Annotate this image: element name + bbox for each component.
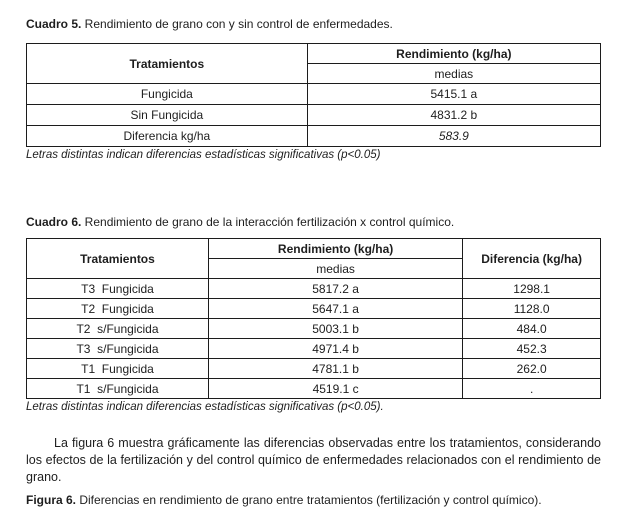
cuadro6-cell-diferencia: 484.0 — [463, 319, 601, 339]
cuadro6-label: Cuadro 6. — [26, 215, 82, 229]
cuadro6-cell-tratamiento: T3 s/Fungicida — [27, 339, 209, 359]
cuadro5-title-text: Rendimiento de grano con y sin control de enfermedades. — [81, 17, 393, 31]
cuadro6-cell-media: 5647.1 a — [208, 299, 462, 319]
cuadro5-header-rendimiento: Rendimiento (kg/ha) — [307, 44, 600, 64]
cuadro6-cell-media: 5817.2 a — [208, 279, 462, 299]
cuadro6-title-text: Rendimiento de grano de la interacción fertilización x control químico. — [81, 215, 455, 229]
table-row — [27, 359, 601, 379]
figura6-caption — [26, 493, 601, 508]
cuadro5-cell-media: 5415.1 a — [307, 84, 600, 105]
cuadro6-footnote: Letras distintas indican diferencias estadísticas significativas (p<0.05). — [26, 401, 384, 413]
cuadro6-cell-tratamiento: T1 Fungicida — [27, 359, 209, 379]
cuadro5-caption — [26, 17, 601, 31]
cuadro6-cell-media: 4781.1 b — [208, 359, 462, 379]
cuadro6-cell-tratamiento: T2 s/Fungicida — [27, 319, 209, 339]
cuadro6-caption — [26, 215, 601, 229]
cuadro6-cell-diferencia: 1298.1 — [463, 279, 601, 299]
cuadro5-cell-media: 4831.2 b — [307, 105, 600, 126]
table-row — [27, 84, 601, 105]
table-row — [27, 319, 601, 339]
cuadro6-cell-diferencia: 452.3 — [463, 339, 601, 359]
cuadro5-cell-tratamiento: Fungicida — [27, 84, 308, 105]
cuadro6-cell-diferencia: 262.0 — [463, 359, 601, 379]
table-row — [27, 105, 601, 126]
cuadro6-header-rendimiento: Rendimiento (kg/ha) — [208, 239, 462, 259]
table-row — [27, 299, 601, 319]
cuadro6-table — [26, 238, 601, 399]
cuadro5-header-tratamientos: Tratamientos — [27, 44, 308, 84]
cuadro6-cell-tratamiento: T2 Fungicida — [27, 299, 209, 319]
cuadro6-cell-diferencia: 1128.0 — [463, 299, 601, 319]
cuadro6-cell-tratamiento: T1 s/Fungicida — [27, 379, 209, 399]
cuadro5-subheader-medias: medias — [307, 64, 600, 84]
cuadro6-header-diferencia: Diferencia (kg/ha) — [463, 239, 601, 279]
cuadro6-cell-media: 4519.1 c — [208, 379, 462, 399]
cuadro6-cell-media: 5003.1 b — [208, 319, 462, 339]
cuadro5-cell-media: 583.9 — [307, 126, 600, 147]
cuadro5-label: Cuadro 5. — [26, 17, 82, 31]
table-row — [27, 339, 601, 359]
table-row — [27, 126, 601, 147]
figura6-title-text: Diferencias en rendimiento de grano entre tratamientos (fertilización y control químico). — [76, 493, 542, 507]
table-header-row — [27, 239, 601, 259]
cuadro6-cell-media: 4971.4 b — [208, 339, 462, 359]
figura6-label: Figura 6. — [26, 493, 77, 507]
table-header-row — [27, 44, 601, 64]
cuadro6-subheader-medias: medias — [208, 259, 462, 279]
cuadro6-cell-diferencia: . — [463, 379, 601, 399]
cuadro5-footnote: Letras distintas indican diferencias estadísticas significativas (p<0.05) — [26, 149, 381, 161]
cuadro5-cell-tratamiento: Sin Fungicida — [27, 105, 308, 126]
cuadro6-header-tratamientos: Tratamientos — [27, 239, 209, 279]
cuadro5-cell-tratamiento: Diferencia kg/ha — [27, 126, 308, 147]
table-row — [27, 379, 601, 399]
cuadro5-table — [26, 43, 601, 147]
body-paragraph: La figura 6 muestra gráficamente las diferencias observadas entre los tratamientos, considerando los efectos de la fertilización y del control químico de enfermedades relacionados con el rendimiento de grano. — [26, 436, 601, 484]
table-row — [27, 279, 601, 299]
cuadro6-cell-tratamiento: T3 Fungicida — [27, 279, 209, 299]
